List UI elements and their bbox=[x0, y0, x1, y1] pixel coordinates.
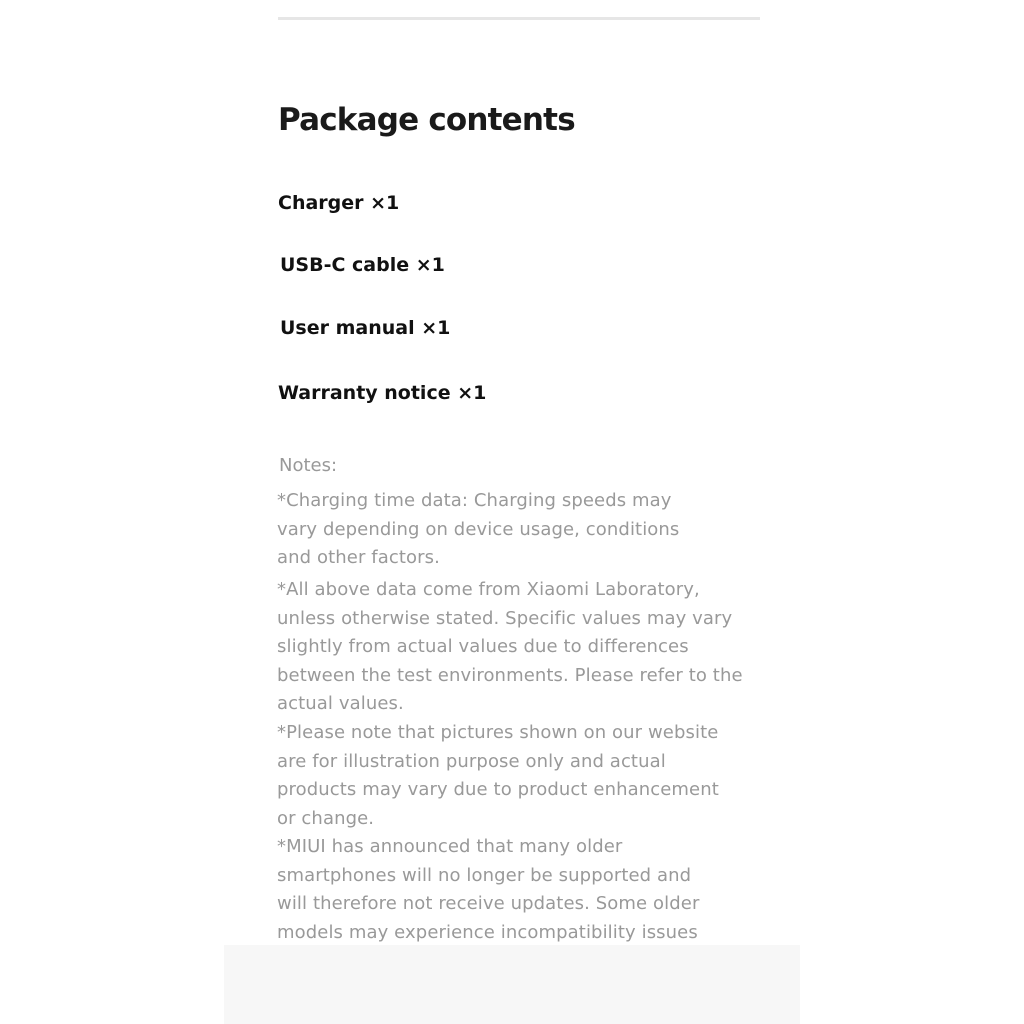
note-miui: *MIUI has announced that many older smartphones will no longer be supported and will therefore not receive updates. Some older models may experience incompatibility issues bbox=[277, 836, 700, 943]
package-item-charger: Charger ×1 bbox=[278, 192, 400, 214]
package-item-usb-c-cable: USB-C cable ×1 bbox=[280, 254, 445, 276]
notes-title: Notes: bbox=[279, 455, 338, 476]
section-divider bbox=[278, 17, 760, 20]
note-lab-data: *All above data come from Xiaomi Laboratory, unless otherwise stated. Specific values may vary slightly from actual values due to differences between the test environments. Please refer to the actual values. bbox=[277, 579, 743, 714]
note-charging-time: *Charging time data: Charging speeds may vary depending on device usage, conditions and other factors. bbox=[277, 490, 680, 568]
package-item-warranty-notice: Warranty notice ×1 bbox=[278, 382, 487, 404]
footer-panel bbox=[224, 945, 800, 1024]
package-contents-title: Package contents bbox=[278, 102, 575, 138]
note-pictures: *Please note that pictures shown on our website are for illustration purpose only and actual products may vary due to product enhancement or change. bbox=[277, 722, 719, 829]
package-item-user-manual: User manual ×1 bbox=[280, 317, 451, 339]
